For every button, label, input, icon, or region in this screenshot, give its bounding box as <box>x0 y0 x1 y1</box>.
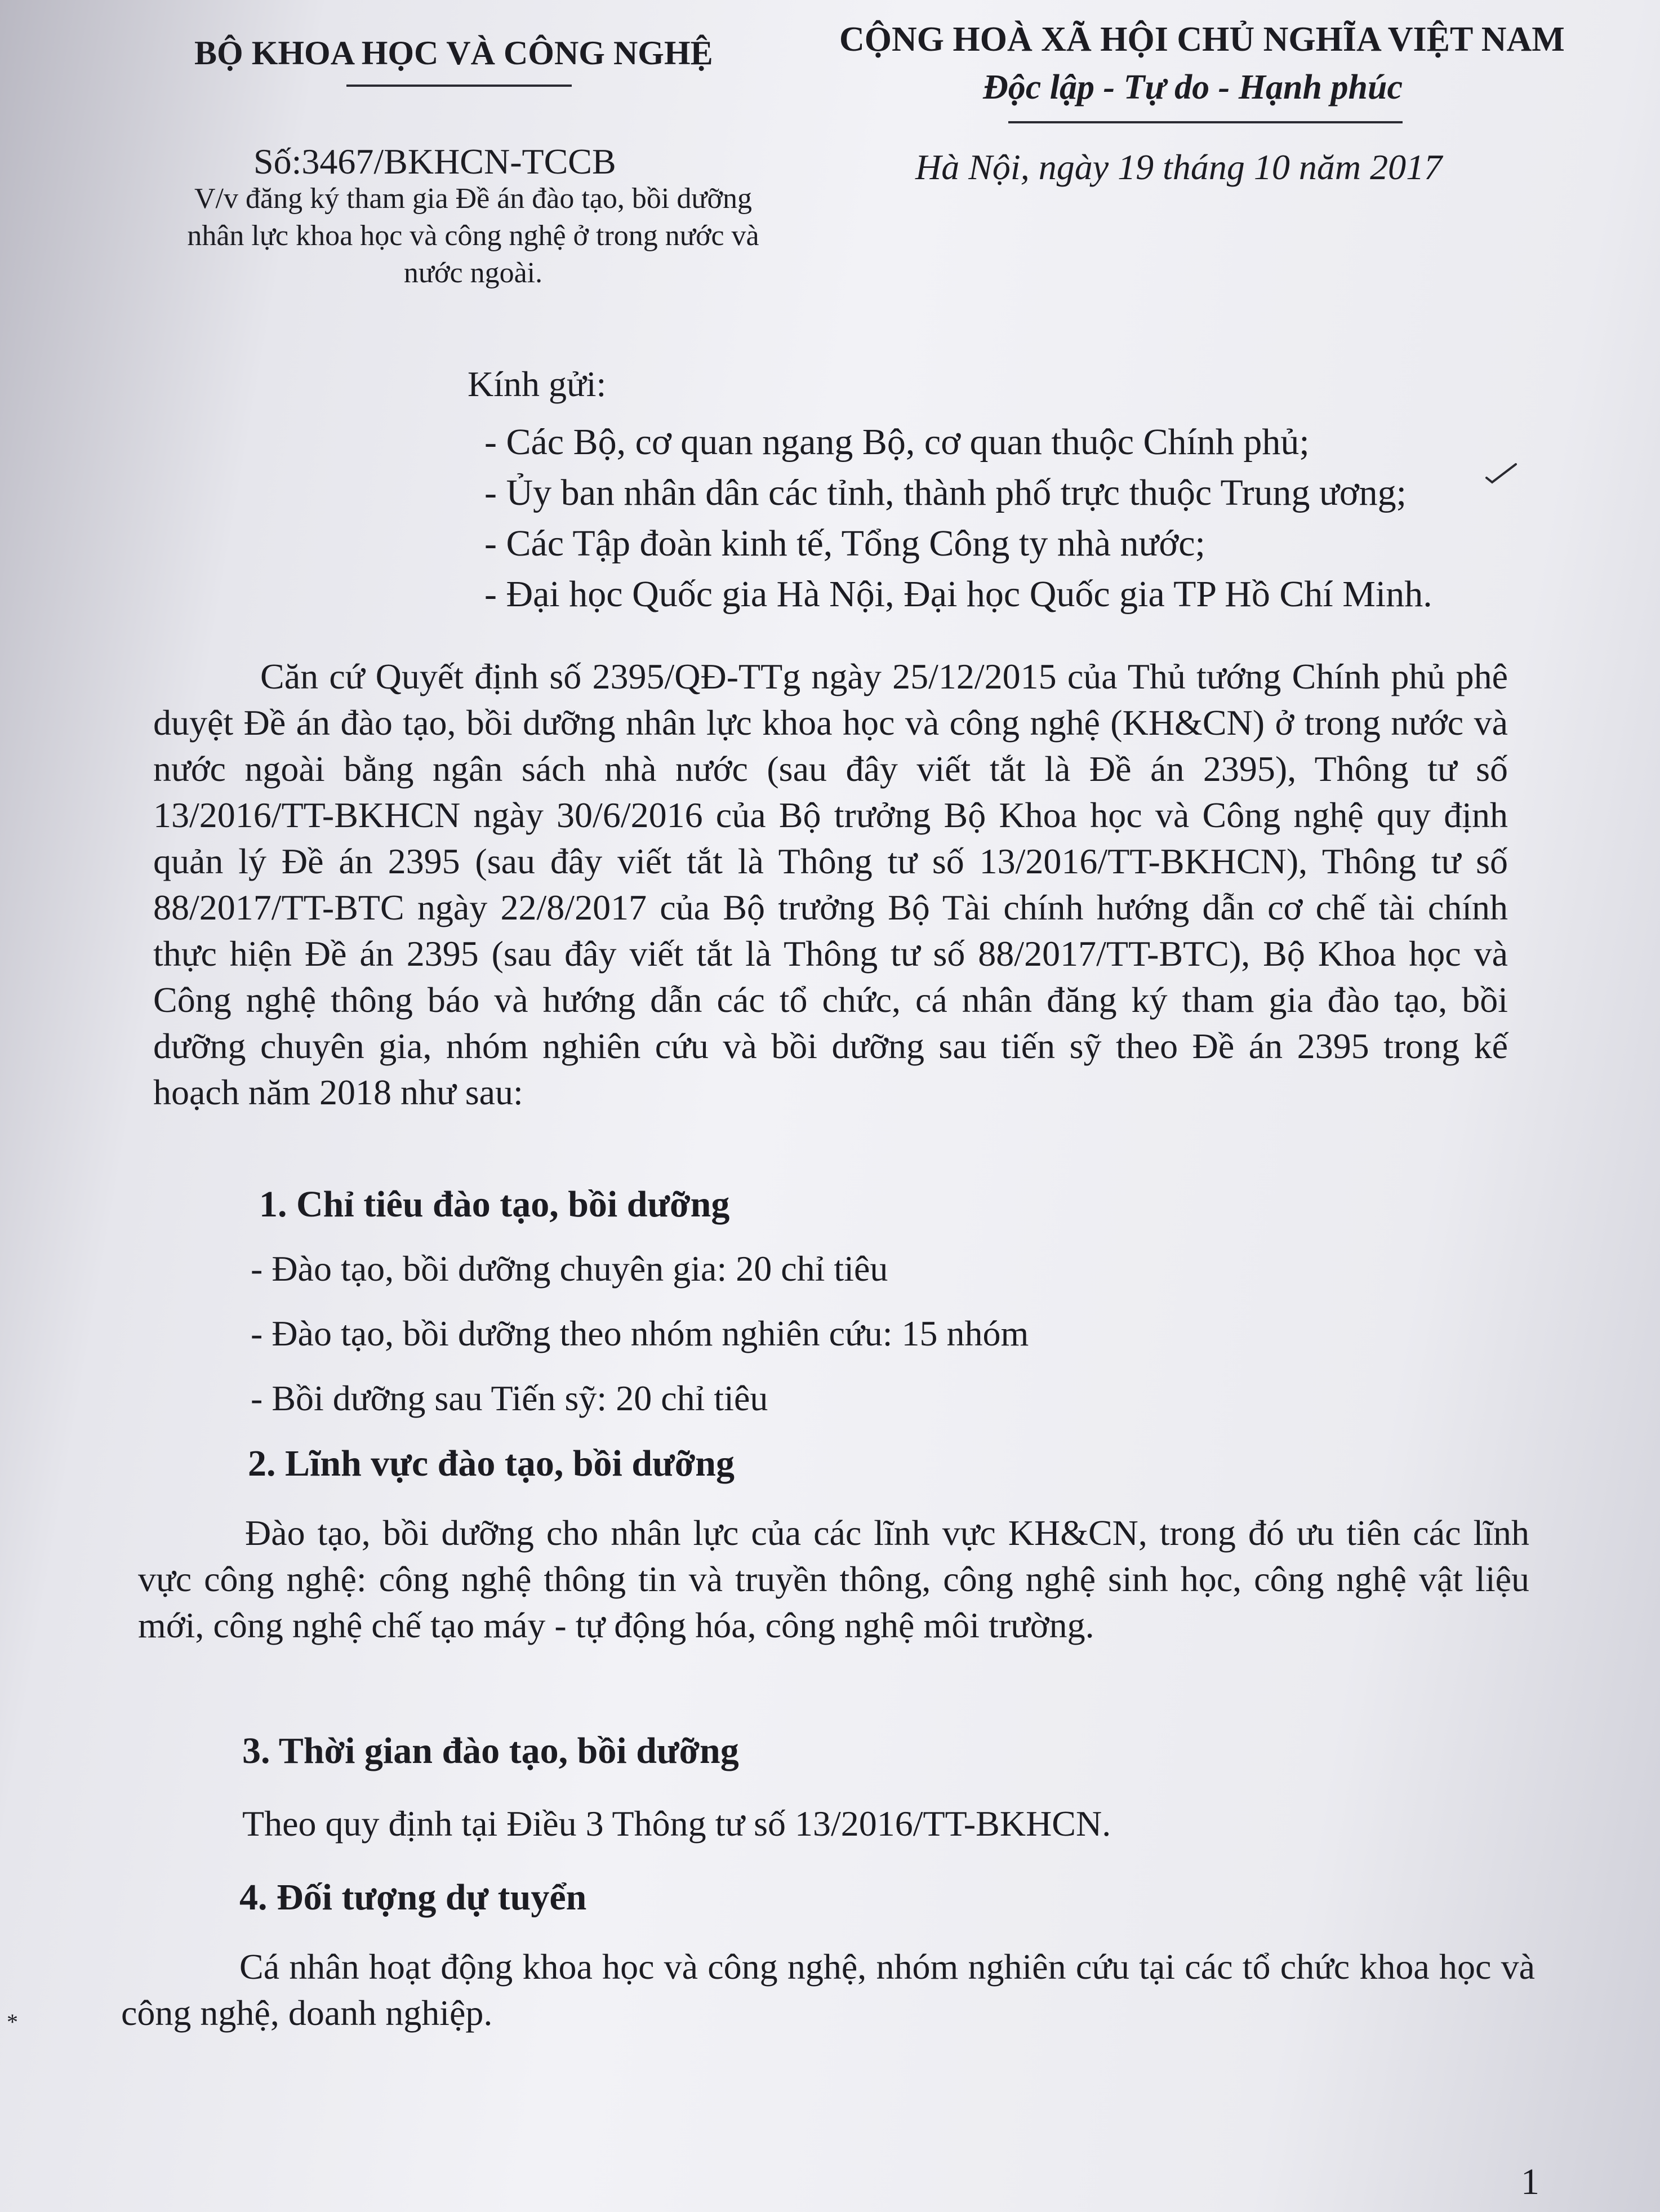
recipient-item: - Các Tập đoàn kinh tế, Tổng Công ty nhà nước; <box>484 523 1205 564</box>
greeting: Kính gửi: <box>468 364 607 404</box>
ministry-underline <box>346 85 572 87</box>
intro-paragraph: Căn cứ Quyết định số 2395/QĐ-TTg ngày 25/12/2015 của Thủ tướng Chính phủ phê duyệt Đề án đào tạo, bồi dưỡng nhân lực khoa học và công nghệ (KH&CN) ở trong nước và nước ngoài bằng ngân sách nhà nước (sau đây viết tắt là Đề án 2395), Thông tư số 13/2016/TT-BKHCN ngày 30/6/2016 của Bộ trưởng Bộ Khoa học và Công nghệ quy định quản lý Đề án 2395 (sau đây viết tắt là Thông tư số 13/2016/TT-BKHCN), Thông tư số 88/2017/TT-BTC ngày 22/8/2017 của Bộ trưởng Bộ Tài chính hướng dẫn cơ chế tài chính thực hiện Đề án 2395 (sau đây viết tắt là Thông tư số 88/2017/TT-BTC), Bộ Khoa học và Công nghệ thông báo và hướng dẫn các tổ chức, cá nhân đăng ký tham gia đào tạo, bồi dưỡng chuyên gia, nhóm nghiên cứu và bồi dưỡng sau tiến sỹ theo Đề án 2395 trong kế hoạch năm 2018 như sau: <box>153 656 1508 1112</box>
section-text: Cá nhân hoạt động khoa học và công nghệ, nhóm nghiên cứu tại các tổ chức khoa học và công nghệ, doanh nghiệp. <box>121 1947 1535 2033</box>
quota-item: - Đào tạo, bồi dưỡng chuyên gia: 20 chỉ tiêu <box>251 1249 888 1289</box>
document-number: Số:3467/BKHCN-TCCB <box>253 141 616 181</box>
document-date: Hà Nội, ngày 19 tháng 10 năm 2017 <box>915 147 1443 187</box>
motto-underline <box>1008 121 1403 123</box>
ministry-name: BỘ KHOA HỌC VÀ CÔNG NGHỆ <box>194 34 713 72</box>
recipient-item: - Các Bộ, cơ quan ngang Bộ, cơ quan thuộc Chính phủ; <box>484 421 1310 463</box>
recipient-item: - Đại học Quốc gia Hà Nội, Đại học Quốc gia TP Hồ Chí Minh. <box>484 574 1432 615</box>
margin-mark: * <box>7 2009 18 2035</box>
section-heading: 1. Chỉ tiêu đào tạo, bồi dưỡng <box>259 1184 730 1225</box>
check-mark-icon <box>1484 462 1518 485</box>
recipient-item: - Ủy ban nhân dân các tỉnh, thành phố trực thuộc Trung ương; <box>484 472 1407 513</box>
page-number: 1 <box>1521 2161 1539 2202</box>
national-motto: Độc lập - Tự do - Hạnh phúc <box>983 68 1403 106</box>
document-subject: V/v đăng ký tham gia Đề án đào tạo, bồi dưỡng nhân lực khoa học và công nghệ ở trong nước và nước ngoài. <box>187 183 759 289</box>
quota-item: - Đào tạo, bồi dưỡng theo nhóm nghiên cứu: 15 nhóm <box>251 1313 1029 1353</box>
section-heading: 2. Lĩnh vực đào tạo, bồi dưỡng <box>248 1443 735 1484</box>
recipient-list <box>484 417 1432 620</box>
quota-item: - Bồi dưỡng sau Tiến sỹ: 20 chỉ tiêu <box>251 1378 768 1418</box>
national-title: CỘNG HOÀ XÃ HỘI CHỦ NGHĨA VIỆT NAM <box>839 20 1565 59</box>
section-heading: 4. Đối tượng dự tuyển <box>239 1877 587 1918</box>
section-text: Theo quy định tại Điều 3 Thông tư số 13/2016/TT-BKHCN. <box>242 1804 1111 1844</box>
section-text: Đào tạo, bồi dưỡng cho nhân lực của các lĩnh vực KH&CN, trong đó ưu tiên các lĩnh vực công nghệ: công nghệ thông tin và truyền thông, công nghệ sinh học, công nghệ vật liệu mới, công nghệ chế tạo máy - tự động hóa, công nghệ môi trường. <box>138 1513 1529 1645</box>
section-heading: 3. Thời gian đào tạo, bồi dưỡng <box>242 1730 739 1771</box>
